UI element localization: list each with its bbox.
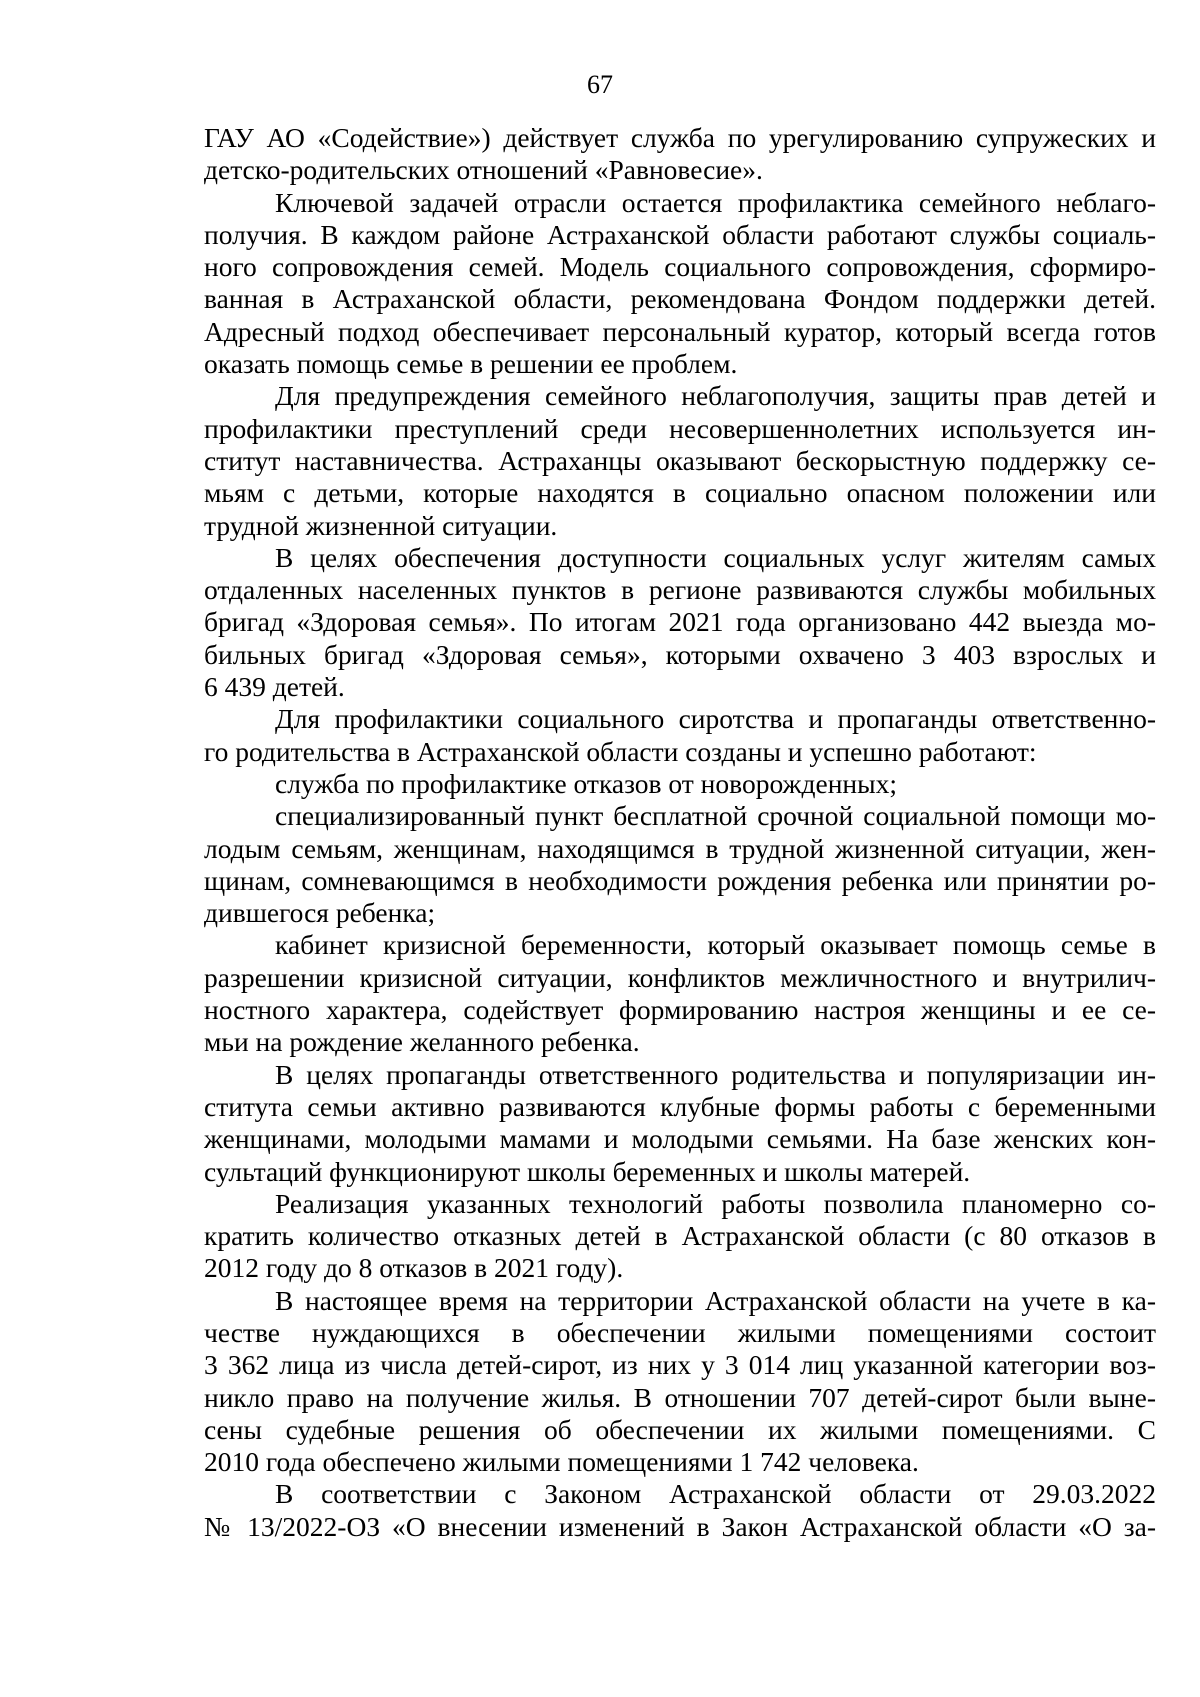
text-line: Для профилактики социального сиротства и пропаганды ответственно- <box>275 703 1156 735</box>
text-line: Для предупреждения семейного неблагополучия, защиты прав детей и <box>275 380 1156 412</box>
text-line: детско-родительских отношений «Равновесие». <box>204 154 763 186</box>
page-number: 67 <box>587 70 613 99</box>
text-line: получия. В каждом районе Астраханской области работают службы социаль- <box>204 218 1156 250</box>
text-line: № 13/2022-ОЗ «О внесении изменений в Закон Астраханской области «О за- <box>204 1510 1156 1542</box>
text-line: ванная в Астраханской области, рекомендована Фондом поддержки детей. <box>204 283 1156 315</box>
text-line: честве нуждающихся в обеспечении жилыми помещениями состоит <box>204 1316 1156 1348</box>
text-line: 3 362 лица из числа детей-сирот, из них у 3 014 лиц указанной категории воз- <box>204 1349 1156 1381</box>
text-line: ностного характера, содействует формированию настроя женщины и ее се- <box>204 994 1156 1026</box>
text-line: служба по профилактике отказов от новорожденных; <box>275 767 898 799</box>
text-line: 6 439 детей. <box>204 671 345 703</box>
text-line: В соответствии с Законом Астраханской области от 29.03.2022 <box>275 1478 1156 1510</box>
text-line: ститута семьи активно развиваются клубные формы работы с беременными <box>204 1090 1156 1122</box>
text-line: сультаций функционируют школы беременных и школы матерей. <box>204 1155 971 1187</box>
text-line: В настоящее время на территории Астраханской области на учете в ка- <box>275 1284 1156 1316</box>
text-line: отдаленных населенных пунктов в регионе развиваются службы мобильных <box>204 574 1156 606</box>
text-line: дившегося ребенка; <box>204 897 436 929</box>
text-line: лодым семьям, женщинам, находящимся в трудной жизненной ситуации, жен- <box>204 832 1156 864</box>
text-line: никло право на получение жилья. В отношении 707 детей-сирот были выне- <box>204 1381 1156 1413</box>
text-line: ГАУ АО «Содействие») действует служба по урегулированию супружеских и <box>204 122 1156 153</box>
text-line: бригад «Здоровая семья». По итогам 2021 года организовано 442 выезда мо- <box>204 606 1156 638</box>
text-line: женщинами, молодыми мамами и молодыми семьями. На базе женских кон- <box>204 1123 1156 1155</box>
body-text <box>204 122 1156 1543</box>
text-line: профилактики преступлений среди несовершеннолетних используется ин- <box>204 412 1156 444</box>
text-line: Ключевой задачей отрасли остается профилактика семейного неблаго- <box>275 186 1156 218</box>
text-line: 2012 году до 8 отказов в 2021 году). <box>204 1252 624 1284</box>
text-line: го родительства в Астраханской области созданы и успешно работают: <box>204 735 1037 767</box>
text-line: мьи на рождение желанного ребенка. <box>204 1026 640 1058</box>
text-line: Адресный подход обеспечивает персональный куратор, который всегда готов <box>204 315 1156 347</box>
text-line: Реализация указанных технологий работы позволила планомерно со- <box>275 1187 1156 1219</box>
text-line: 2010 года обеспечено жилыми помещениями 1 742 человека. <box>204 1446 919 1478</box>
text-line: кабинет кризисной беременности, который оказывает помощь семье в <box>275 929 1156 961</box>
text-line: В целях пропаганды ответственного родительства и популяризации ин- <box>275 1058 1156 1090</box>
text-line: ного сопровождения семей. Модель социального сопровождения, сформиро- <box>204 251 1156 283</box>
text-line: мьям с детьми, которые находятся в социально опасном положении или <box>204 477 1156 509</box>
text-line: бильных бригад «Здоровая семья», которыми охвачено 3 403 взрослых и <box>204 638 1156 670</box>
text-line: кратить количество отказных детей в Астраханской области (с 80 отказов в <box>204 1220 1156 1252</box>
text-line: ститут наставничества. Астраханцы оказывают бескорыстную поддержку се- <box>204 444 1156 476</box>
text-line: оказать помощь семье в решении ее проблем. <box>204 348 738 380</box>
text-line: щинам, сомневающимся в необходимости рождения ребенка или принятии ро- <box>204 864 1156 896</box>
text-line: специализированный пункт бесплатной срочной социальной помощи мо- <box>275 800 1156 832</box>
text-line: разрешении кризисной ситуации, конфликтов межличностного и внутрилич- <box>204 961 1156 993</box>
text-line: трудной жизненной ситуации. <box>204 509 558 541</box>
text-line: В целях обеспечения доступности социальных услуг жителям самых <box>275 541 1156 573</box>
text-line: сены судебные решения об обеспечении их жилыми помещениями. С <box>204 1413 1156 1445</box>
